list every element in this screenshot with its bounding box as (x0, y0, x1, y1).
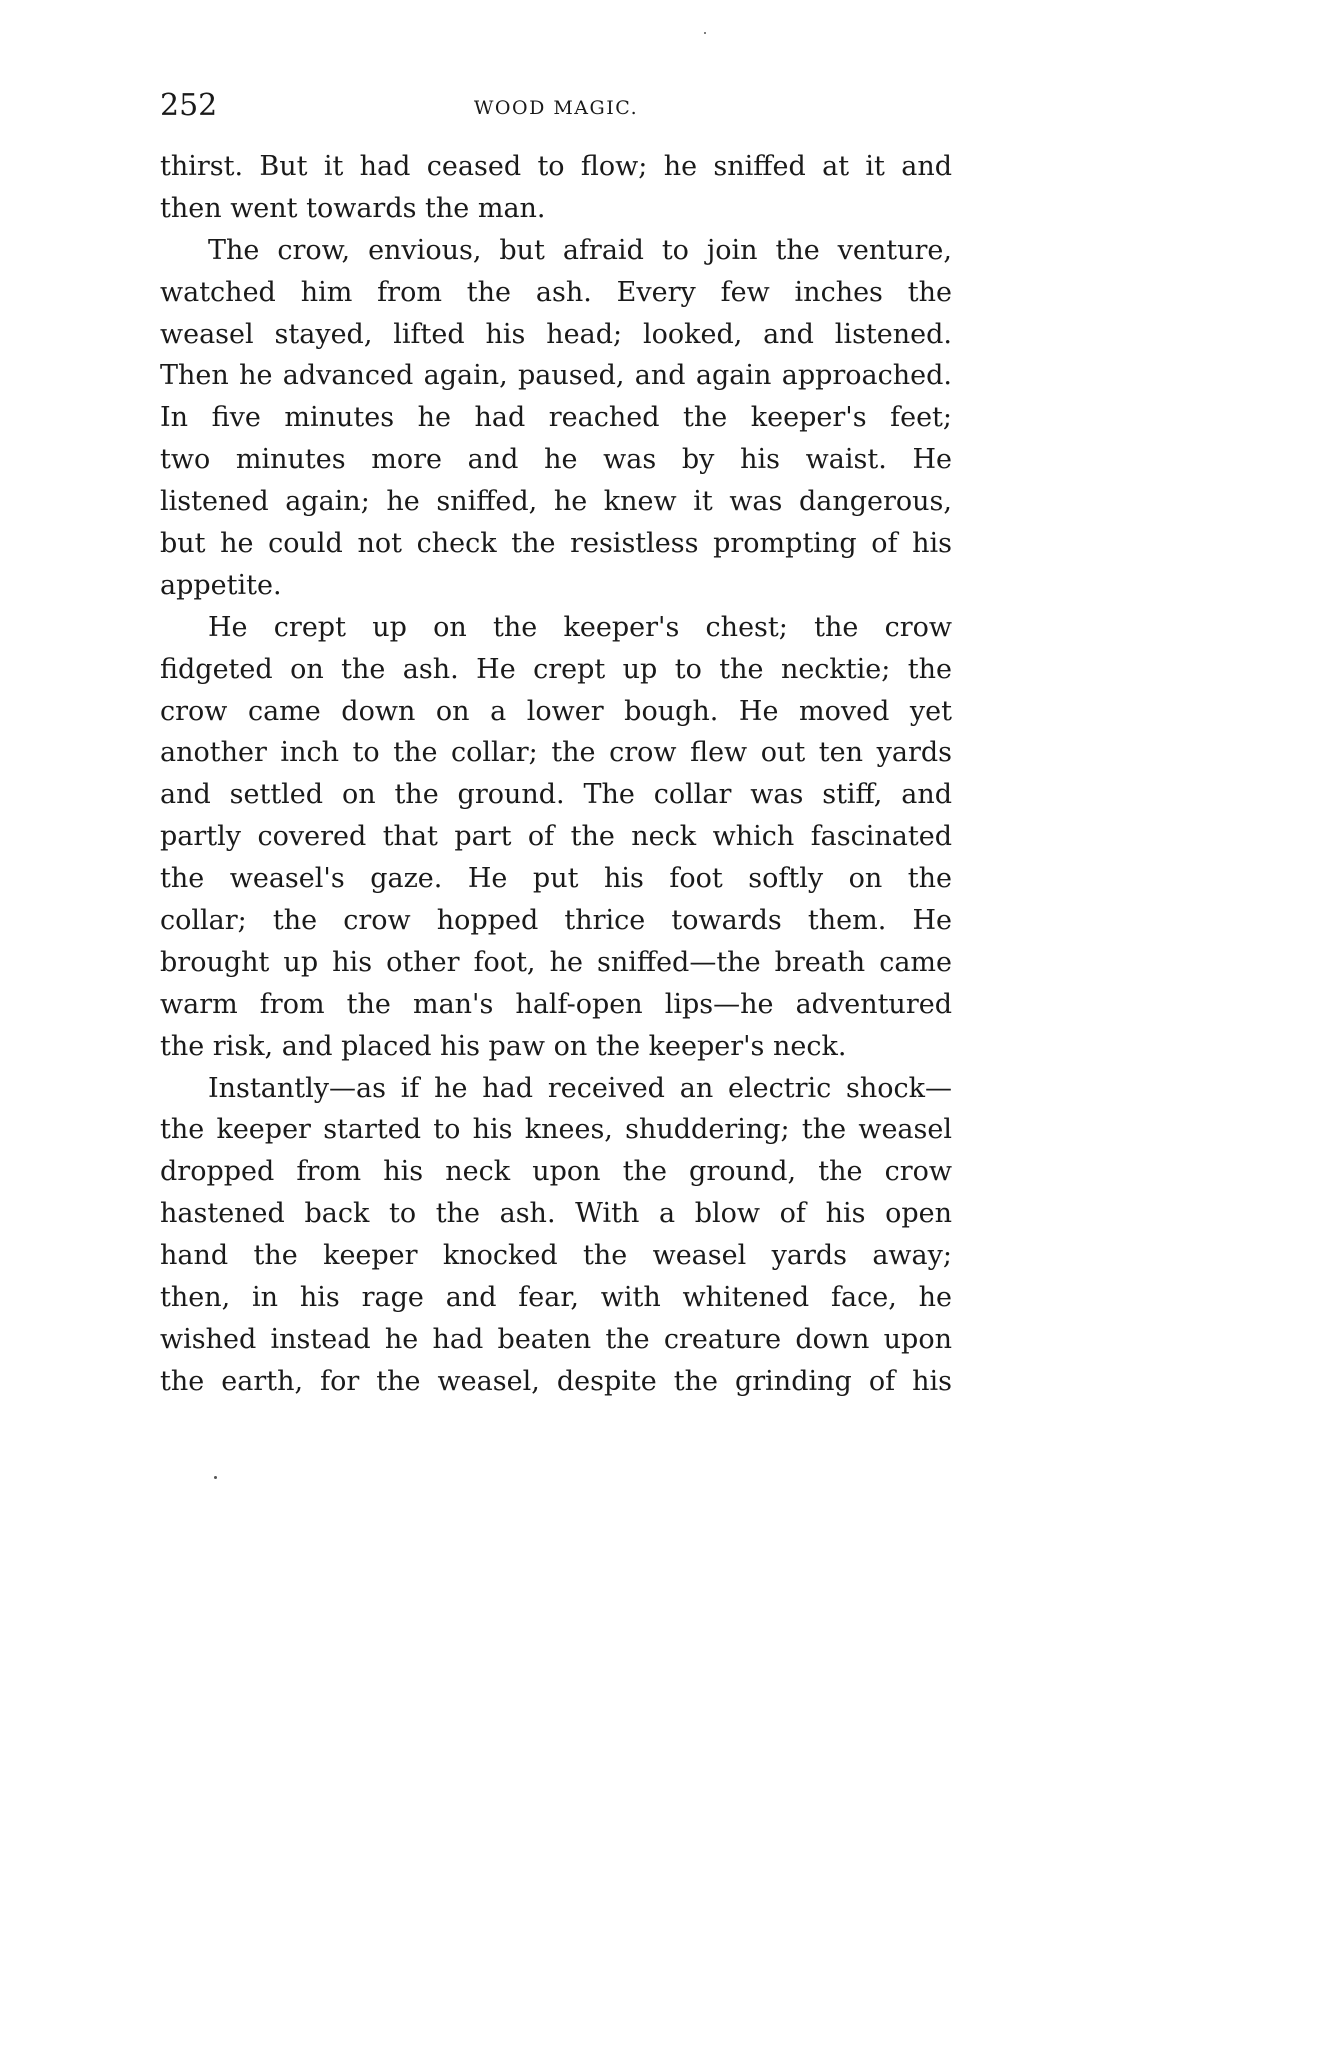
text-line: two minutes more and he was by his waist. He (160, 444, 952, 476)
text-line: then went towards the man. (160, 192, 546, 224)
text-line: and settled on the ground. The collar was stiff, and (160, 779, 952, 811)
text-line: brought up his other foot, he sniffed—the breath came (160, 946, 952, 978)
text-line: crow came down on a lower bough. He moved yet (160, 695, 952, 727)
text-line: Instantly—as if he had received an electric shock— (208, 1072, 952, 1104)
text-line: the risk, and placed his paw on the keeper's neck. (160, 1030, 847, 1062)
text-line: the earth, for the weasel, despite the grinding of his (160, 1365, 952, 1397)
text-line: then, in his rage and fear, with whitened face, he (160, 1282, 952, 1314)
text-line: In five minutes he had reached the keeper's feet; (160, 402, 952, 434)
text-line: weasel stayed, lifted his head; looked, and listened. (160, 318, 952, 350)
text-line: collar; the crow hopped thrice towards them. He (160, 905, 952, 937)
text-line: dropped from his neck upon the ground, the crow (160, 1156, 952, 1188)
text-line: wished instead he had beaten the creature down upon (160, 1323, 952, 1355)
text-line: another inch to the collar; the crow flew out ten yards (160, 737, 952, 769)
running-title: WOOD MAGIC. (473, 97, 639, 119)
text-line: listened again; he sniffed, he knew it was dangerous, (160, 486, 952, 518)
text-line: fidgeted on the ash. He crept up to the necktie; the (160, 653, 952, 685)
text-line: but he could not check the resistless prompting of his (160, 528, 952, 560)
text-line: thirst. But it had ceased to flow; he sniffed at it and (160, 151, 952, 182)
text-line: warm from the man's half-open lips—he adventured (160, 988, 952, 1020)
text-line: partly covered that part of the neck which fascinated (160, 821, 952, 853)
text-line: watched him from the ash. Every few inches the (160, 276, 952, 308)
text-line: the weasel's gaze. He put his foot softly on the (160, 863, 952, 895)
print-speck (704, 32, 706, 34)
text-line: The crow, envious, but afraid to join the venture, (208, 234, 952, 266)
text-line: appetite. (160, 569, 282, 601)
text-line: He crept up on the keeper's chest; the crow (208, 611, 952, 643)
text-line: Then he advanced again, paused, and again approached. (160, 360, 952, 392)
print-speck (214, 1476, 217, 1479)
text-line: the keeper started to his knees, shuddering; the weasel (160, 1114, 952, 1146)
running-head (160, 86, 952, 126)
page-number: 252 (160, 88, 218, 123)
body-text (160, 146, 952, 1403)
text-line: hastened back to the ash. With a blow of his open (160, 1198, 952, 1230)
text-line: hand the keeper knocked the weasel yards away; (160, 1240, 952, 1272)
